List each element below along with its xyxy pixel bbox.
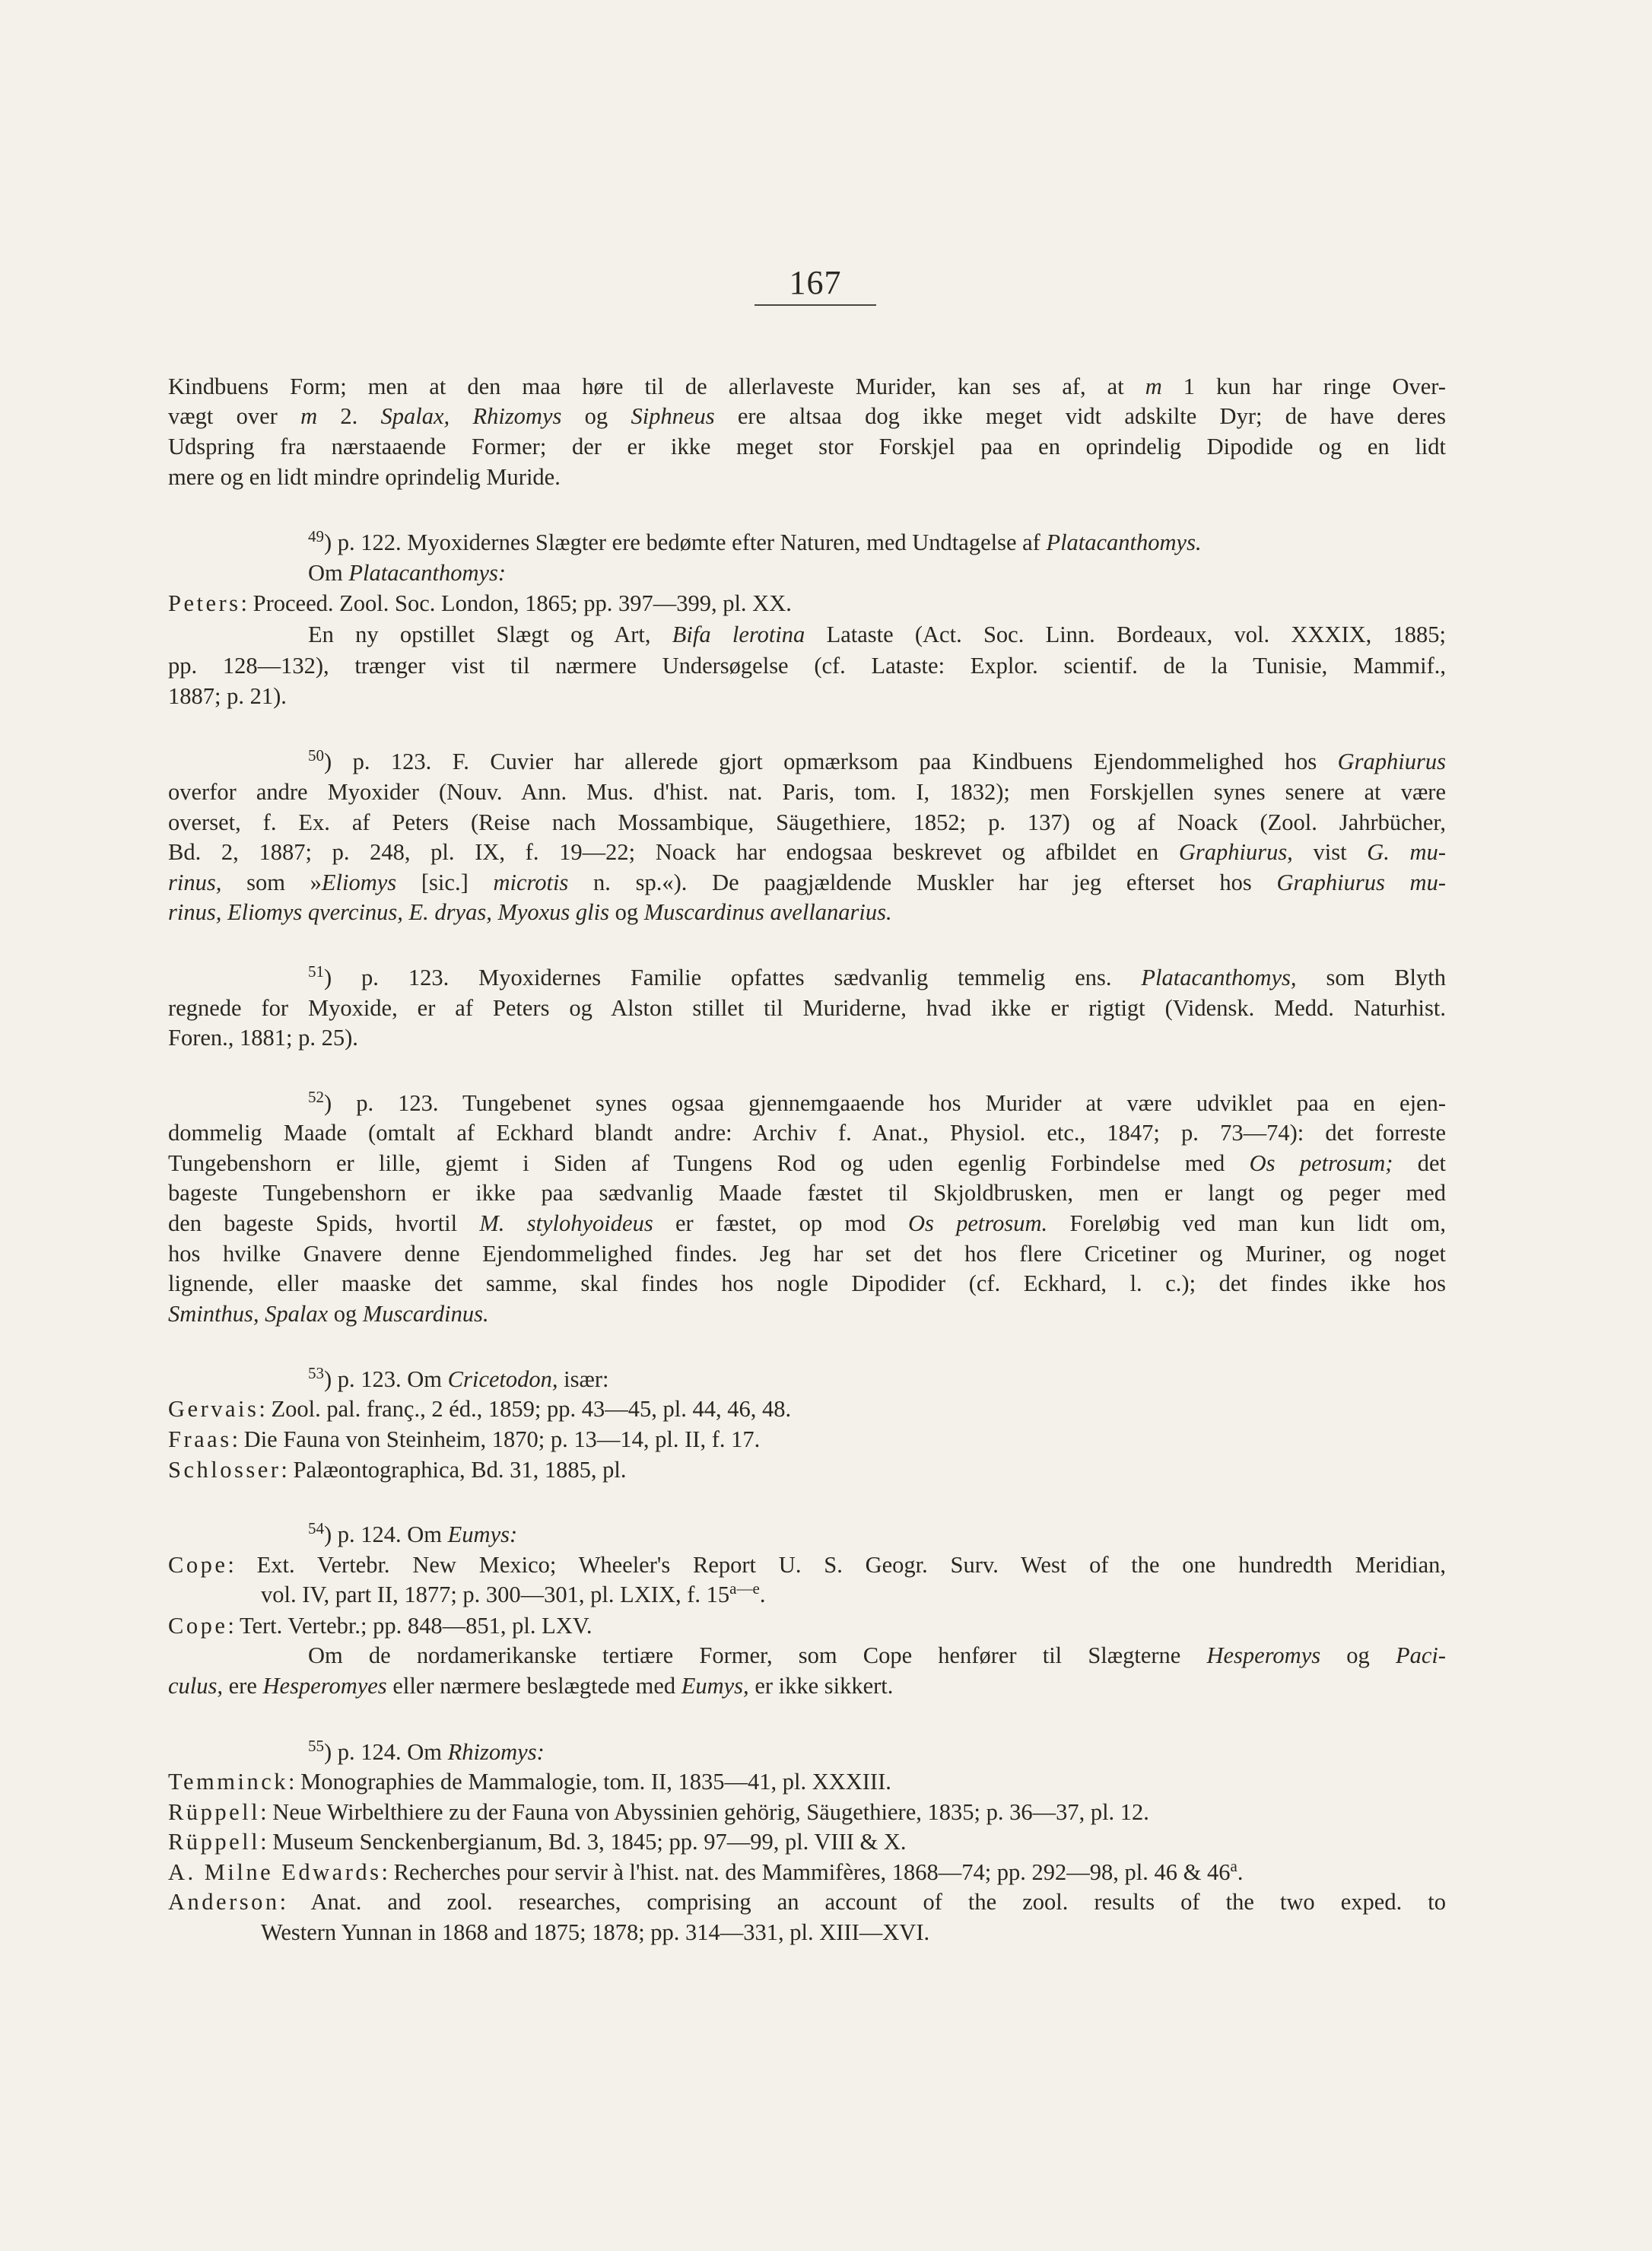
text-span: Om de nordamerikanske tertiære Former, som Cope henfører til Slægterne (308, 1642, 1207, 1668)
italic-term: Rhizomys: (447, 1739, 545, 1765)
text-span: ) p. 124. Om (324, 1739, 448, 1765)
italic-term: Muscardinus. (362, 1301, 489, 1327)
text-span: og (609, 899, 644, 925)
text-line (168, 681, 1446, 711)
author-name: Schlosser (168, 1457, 281, 1483)
italic-term: Graphiurus, (1178, 839, 1293, 865)
text-span: ere altsaa dog ikke meget vidt adskilte Dyr; de have deres (714, 403, 1447, 429)
text-line (168, 1299, 1446, 1329)
text-line (168, 837, 1446, 867)
text-span: : Monographies de Mammalogie, tom. II, 1835—41, pl. XXXIII. (288, 1769, 891, 1795)
italic-term: Muscardinus avellanarius. (643, 899, 892, 925)
footnote-marker: 52 (308, 1088, 324, 1106)
text-span: : Anat. and zool. researches, comprising an account of the zool. results of the two exped. to (279, 1889, 1446, 1915)
text-span: : Die Fauna von Steinheim, 1870; p. 13—14, pl. II, f. 17. (231, 1426, 761, 1452)
author-name: Rüppell (168, 1829, 261, 1855)
italic-term: rinus, (168, 870, 222, 895)
text-span: ) p. 123. Om (324, 1366, 448, 1392)
text-line (168, 1022, 1446, 1053)
text-line (308, 1640, 1446, 1671)
italic-term: Graphiurus (1337, 749, 1446, 774)
text-span: dommelig Maade (omtalt af Eckhard blandt andre: Archiv f. Anat., Physiol. etc., 1847; p. 73—74): det forreste (168, 1120, 1446, 1146)
text-span: lignende, eller maaske det samme, skal findes hos nogle Dipodider (cf. Eckhard, l. c.); det findes ikke hos (168, 1270, 1446, 1296)
italic-term: Eumys, (681, 1673, 749, 1699)
text-line (168, 1148, 1446, 1178)
text-span: pp. 128—132), trænger vist til nærmere Undersøgelse (cf. Lataste: Explor. scientif. de la Tunisie, Mammif., (168, 653, 1446, 679)
text-line (168, 1857, 1446, 1887)
footnote-52-line (308, 1088, 1446, 1118)
italic-term: m (300, 403, 318, 429)
footnote-marker: 54 (308, 1519, 324, 1537)
text-line (168, 1550, 1446, 1580)
footnote-marker: a—e (729, 1579, 760, 1598)
text-span: [sic.] (396, 870, 494, 895)
text-span: er ikke sikkert. (748, 1673, 894, 1699)
text-span: n. sp.«). De paagjældende Muskler har jeg efterset hos (568, 870, 1277, 895)
footnote-49-line (308, 527, 1446, 558)
footnote-50-line (308, 746, 1446, 777)
text-line (168, 777, 1446, 807)
text-span: . (759, 1582, 766, 1607)
text-span: bageste Tungebenshorn er ikke paa sædvanlig Maade fæstet til Skjoldbrusken, men er langt og peger med (168, 1180, 1446, 1206)
text-span: overfor andre Myoxider (Nouv. Ann. Mus. d'hist. nat. Paris, tom. I, 1832); men Forskjellen synes senere at være (168, 779, 1446, 805)
text-span: vist (1292, 839, 1368, 865)
text-span: : Tert. Vertebr.; pp. 848—851, pl. LXV. (227, 1613, 592, 1639)
page-number: 167 (755, 263, 876, 306)
italic-term: Siphneus (631, 403, 715, 429)
italic-term: Spalax, Rhizomys (380, 403, 562, 429)
text-span: Foren., 1881; p. 25). (168, 1025, 358, 1051)
text-line (168, 588, 1446, 618)
text-span: som » (221, 870, 322, 895)
text-span: vol. IV, part II, 1877; p. 300—301, pl. LXIX, f. 15 (261, 1582, 730, 1607)
italic-term: Platacanthomys: (348, 560, 507, 586)
text-line (168, 1238, 1446, 1269)
text-span: og (1320, 1642, 1396, 1668)
italic-term: Os petrosum; (1249, 1150, 1393, 1176)
text-span: : Ext. Vertebr. New Mexico; Wheeler's Report U. S. Geogr. Surv. West of the one hundredth Meridian, (227, 1552, 1446, 1578)
text-line (168, 1118, 1446, 1148)
author-name: Peters (168, 590, 241, 616)
text-span: ) p. 122. Myoxidernes Slægter ere bedømte efter Naturen, med Undtagelse af (324, 529, 1047, 555)
text-span: regnede for Myoxide, er af Peters og Alston stillet til Muriderne, hvad ikke er rigtigt (Vidensk. Medd. Naturhist. (168, 995, 1446, 1021)
text-span: ) p. 123. F. Cuvier har allerede gjort opmærksom paa Kindbuens Ejendommelighed hos (324, 749, 1338, 774)
italic-term: m (1145, 374, 1162, 399)
italic-term: Hesperomys (1206, 1642, 1321, 1668)
paragraph-line (168, 371, 1446, 402)
text-span: Udspring fra nærstaaende Former; der er ikke meget stor Forskjel paa en oprindelig Dipodide og en lidt (168, 434, 1446, 459)
italic-term: Bifa lerotina (672, 622, 805, 647)
text-span: som Blyth (1296, 965, 1446, 990)
italic-term: Eumys: (447, 1521, 518, 1547)
text-line (168, 867, 1446, 898)
text-span: hos hvilke Gnavere denne Ejendommelighed findes. Jeg har set det hos flere Cricetiner og Muriner, og noget (168, 1241, 1446, 1267)
text-span: især: (558, 1366, 609, 1392)
text-span: mere og en lidt mindre oprindelig Muride. (168, 464, 561, 490)
italic-term: Os petrosum. (907, 1210, 1048, 1236)
italic-term: Platacanthomys, (1141, 965, 1297, 990)
text-span: og (328, 1301, 363, 1327)
footnote-marker: 50 (308, 746, 324, 765)
text-line (308, 558, 1446, 588)
text-span: 2. (317, 403, 381, 429)
italic-term: Cricetodon, (447, 1366, 558, 1392)
italic-term: Sminthus, Spalax (168, 1301, 329, 1327)
author-name: Cope (168, 1613, 228, 1639)
text-line (168, 1268, 1446, 1299)
author-name: Anderson (168, 1889, 280, 1915)
text-span: . (1237, 1859, 1244, 1885)
text-line (168, 993, 1446, 1023)
text-span: 1 kun har ringe Over- (1161, 374, 1446, 399)
italic-term: microtis (493, 870, 569, 895)
text-line (168, 1766, 1446, 1797)
text-span: og (561, 403, 631, 429)
italic-term: Graphiurus mu- (1276, 870, 1446, 895)
italic-term: Paci- (1395, 1642, 1446, 1668)
italic-term: rinus, Eliomys qvercinus, E. dryas, Myoxus glis (168, 899, 609, 925)
text-line (308, 619, 1446, 650)
author-name: Cope (168, 1552, 228, 1578)
text-span: vægt over (168, 403, 301, 429)
footnote-marker: 53 (308, 1364, 324, 1382)
footnote-marker: 49 (308, 527, 324, 545)
text-span: ere (223, 1673, 263, 1699)
text-line (168, 1827, 1446, 1857)
footnote-marker: 55 (308, 1737, 324, 1755)
text-span: er fæstet, op mod (653, 1210, 908, 1236)
text-line (168, 1610, 1446, 1641)
text-span: Foreløbig ved man kun lidt om, (1047, 1210, 1446, 1236)
text-span: Kindbuens Form; men at den maa høre til de allerlaveste Murider, kan ses af, at (168, 374, 1145, 399)
footnote-55-line (308, 1737, 1446, 1767)
text-line (168, 1424, 1446, 1455)
text-span: : Neue Wirbelthiere zu der Fauna von Abyssinien gehörig, Säugethiere, 1835; p. 36—37, pl. 12. (260, 1799, 1149, 1825)
text-span: eller nærmere beslægtede med (386, 1673, 681, 1699)
text-span: : Zool. pal. franç., 2 éd., 1859; pp. 43—45, pl. 44, 46, 48. (259, 1396, 792, 1422)
author-name: A. Milne Edwards (168, 1859, 382, 1885)
text-span: : Palæontographica, Bd. 31, 1885, pl. (281, 1457, 627, 1483)
text-line (168, 1455, 1446, 1485)
text-line (168, 1671, 1446, 1701)
text-span: Tungebenshorn er lille, gjemt i Siden af Tungens Rod og uden egenlig Forbindelse med (168, 1150, 1250, 1176)
text-line (261, 1917, 1446, 1947)
text-span: ) p. 123. Myoxidernes Familie opfattes sædvanlig temmelig ens. (324, 965, 1142, 990)
text-span: : Recherches pour servir à l'hist. nat. des Mammifères, 1868—74; pp. 292—98, pl. 46 & 46 (381, 1859, 1231, 1885)
footnote-marker: a (1230, 1857, 1237, 1875)
text-line (168, 807, 1446, 838)
text-span: det (1393, 1150, 1447, 1176)
footnote-51-line (308, 962, 1446, 993)
text-span: : Museum Senckenbergianum, Bd. 3, 1845; pp. 97—99, pl. VIII & X. (260, 1829, 907, 1855)
italic-term: Eliomys (321, 870, 397, 895)
text-line (168, 462, 1446, 492)
footnote-54-line (308, 1519, 1446, 1550)
text-span: : Proceed. Zool. Soc. London, 1865; pp. 397—399, pl. XX. (240, 590, 792, 616)
text-line (168, 1887, 1446, 1917)
text-span: Om (308, 560, 349, 586)
text-span: 1887; p. 21). (168, 683, 287, 709)
text-span: den bageste Spids, hvortil (168, 1210, 480, 1236)
author-name: Fraas (168, 1426, 232, 1452)
text-span: En ny opstillet Slægt og Art, (308, 622, 672, 647)
text-line (168, 1208, 1446, 1238)
author-name: Temminck (168, 1769, 288, 1795)
text-line (168, 401, 1446, 431)
text-line (168, 897, 1446, 927)
text-line (168, 431, 1446, 462)
footnote-53-line (308, 1364, 1446, 1394)
italic-term: Platacanthomys. (1046, 529, 1202, 555)
text-span: Lataste (Act. Soc. Linn. Bordeaux, vol. XXXIX, 1885; (805, 622, 1446, 647)
italic-term: G. mu- (1367, 839, 1446, 865)
text-line (168, 1178, 1446, 1208)
author-name: Gervais (168, 1396, 259, 1422)
italic-term: M. stylohyoideus (479, 1210, 653, 1236)
text-span: overset, f. Ex. af Peters (Reise nach Mossambique, Säugethiere, 1852; p. 137) og af Noack (Zool. Jahrbücher, (168, 809, 1446, 835)
text-line (168, 650, 1446, 681)
italic-term: culus, (168, 1673, 224, 1699)
text-span: Western Yunnan in 1868 and 1875; 1878; pp. 314—331, pl. XIII—XVI. (261, 1919, 930, 1945)
author-name: Rüppell (168, 1799, 261, 1825)
text-span: ) p. 124. Om (324, 1521, 448, 1547)
text-line (168, 1797, 1446, 1827)
italic-term: Hesperomyes (262, 1673, 387, 1699)
text-span: Bd. 2, 1887; p. 248, pl. IX, f. 19—22; Noack har endogsaa beskrevet og afbildet en (168, 839, 1179, 865)
text-line (261, 1579, 1446, 1610)
footnote-marker: 51 (308, 962, 324, 981)
text-span: ) p. 123. Tungebenet synes ogsaa gjennemgaaende hos Murider at være udviklet paa en ejen- (324, 1090, 1446, 1116)
text-line (168, 1394, 1446, 1424)
